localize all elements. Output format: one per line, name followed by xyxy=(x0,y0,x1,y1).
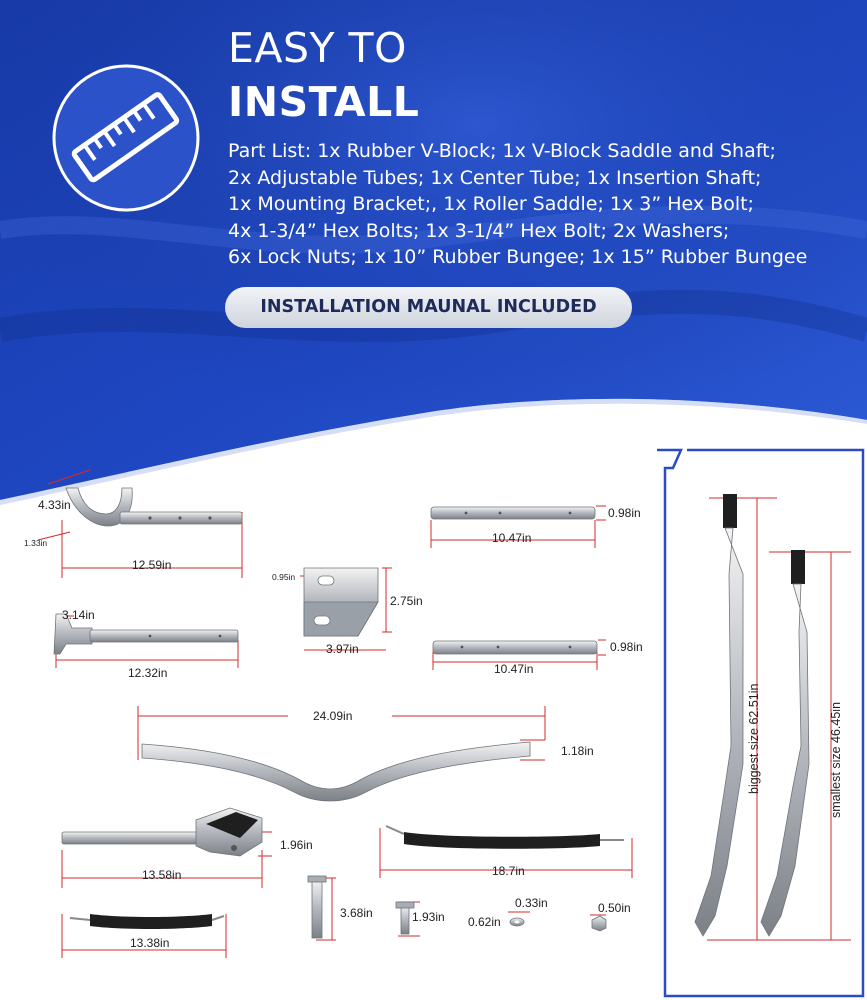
dim-insertion-width: 3.14in xyxy=(62,608,95,622)
dim-hex-bolt-long: 3.68in xyxy=(340,906,373,920)
assembled-size-panel xyxy=(651,446,865,998)
dim-saddle-height: 1.33in xyxy=(24,538,48,548)
title-line-2: INSTALL xyxy=(228,78,420,126)
dim-adjustable-tube-length: 10.47in xyxy=(494,662,534,676)
title-line-1: EASY TO xyxy=(228,24,407,72)
parts-list-line: 4x 1-3/4” Hex Bolts; 1x 3-1/4” Hex Bolt; 2x Washers; xyxy=(228,219,730,242)
parts-list-line: 6x Lock Nuts; 1x 10” Rubber Bungee; 1x 15” Rubber Bungee xyxy=(228,246,808,269)
dim-bungee-long: 18.7in xyxy=(492,864,525,878)
dim-adjustable-tube-dia: 0.98in xyxy=(610,640,643,654)
dim-saddle-width: 4.33in xyxy=(38,498,71,512)
parts-list-line: 2x Adjustable Tubes; 1x Center Tube; 1x Insertion Shaft; xyxy=(228,166,762,189)
dim-bungee-short: 13.38in xyxy=(130,936,170,950)
dim-curved-tube-dia: 1.18in xyxy=(561,744,594,758)
dim-washer-thickness: 0.33in xyxy=(515,896,548,910)
parts-list-line: 1x Mounting Bracket;, 1x Roller Saddle; 1x 3” Hex Bolt; xyxy=(228,193,754,216)
dim-curved-tube-length: 24.09in xyxy=(313,709,353,723)
dim-roller-saddle-height: 1.96in xyxy=(280,838,313,852)
dim-bracket-height: 2.75in xyxy=(390,594,423,608)
dim-hex-bolt-short: 1.93in xyxy=(412,910,445,924)
parts-list-line: Part List: 1x Rubber V-Block; 1x V-Block Saddle and Shaft; xyxy=(228,140,776,162)
dim-center-tube-dia: 0.98in xyxy=(608,506,641,520)
dim-lock-nut: 0.50in xyxy=(598,901,631,915)
smallest-size-label: smallest size 46.45in xyxy=(829,701,843,818)
dim-insertion-length: 12.32in xyxy=(128,666,168,680)
dim-center-tube-length: 10.47in xyxy=(492,531,532,545)
installation-manual-badge: INSTALLATION MAUNAL INCLUDED xyxy=(225,287,632,328)
dim-bracket-hole: 0.95in xyxy=(272,572,296,582)
dim-bracket-width: 3.97in xyxy=(326,642,359,656)
dim-saddle-length: 12.59in xyxy=(132,558,172,572)
dim-roller-saddle-length: 13.58in xyxy=(142,868,182,882)
biggest-size-label: biggest size 62.51in xyxy=(747,683,761,794)
dim-washer: 0.62in xyxy=(468,915,501,929)
